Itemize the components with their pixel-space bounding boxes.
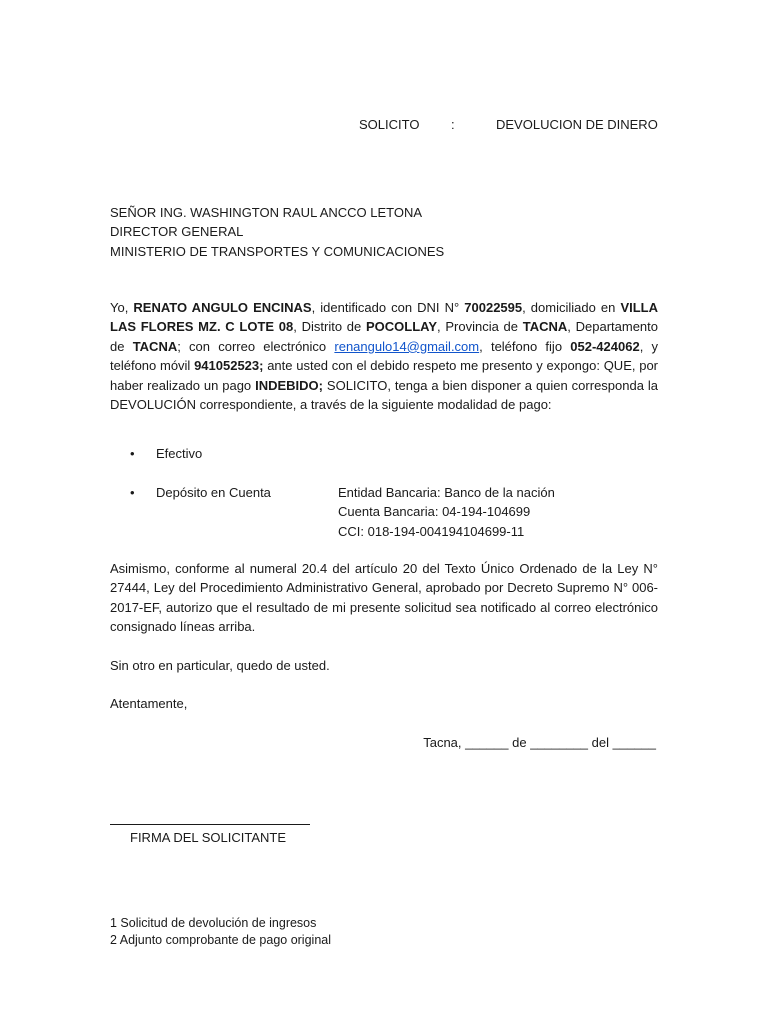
indebido-text: INDEBIDO; [255,377,323,393]
payment-option-label: Efectivo [156,446,203,461]
subject-colon: : [451,117,455,132]
authorization-paragraph: Asimismo, conforme al numeral 20.4 del artículo 20 del Texto Único Ordenado de la Ley N° 27444, Ley del Procedimiento Administrativo General, aprobado por Decreto Supremo N° 006-2017-EF, autorizo que el resultado de mi presente solicitud sea notificado al correo electrónico consignado líneas arriba. [110,561,658,635]
closing-salutation: Atentamente, [110,696,188,711]
note-item: 1 Solicitud de devolución de ingresos [110,916,317,930]
text-segment: , identificado con DNI N° [311,300,465,315]
payment-option-label: Depósito en Cuenta [156,485,271,500]
subject-label: SOLICITO [359,117,420,132]
text-segment: ante usted con el debido respeto me presento y expongo: QUE, por haber realizado un pago [110,358,658,393]
text-segment: , y teléfono móvil [110,338,659,374]
text-segment: , Provincia de [437,319,523,335]
applicant-phone: 052-424062 [570,338,640,354]
petition-paragraph [110,298,658,414]
note-item: 2 Adjunto comprobante de pago original [110,933,331,947]
bank-cci: CCI: 018-194-004194104699-11 [338,523,525,539]
text-segment: ; con correo electrónico [177,338,335,354]
email-link[interactable]: renangulo14@gmail.com [334,338,480,354]
bank-account: Cuenta Bancaria: 04-194-104699 [338,504,531,520]
signature-line [110,824,310,825]
text-segment: Yo, [110,300,134,315]
recipient-name: SEÑOR ING. WASHINGTON RAUL ANCCO LETONA [110,205,423,220]
bank-entity: Entidad Bancaria: Banco de la nación [338,485,555,500]
applicant-department: TACNA [132,338,178,354]
payment-option-cash [130,444,670,464]
applicant-address: VILLA LAS FLORES MZ. C LOTE 08 [110,300,659,335]
attachment-notes [110,915,331,949]
applicant-dni: 70022595 [464,300,523,315]
recipient-institution: MINISTERIO DE TRANSPORTES Y COMUNICACIONES [110,243,445,259]
applicant-name: RENATO ANGULO ENCINAS [133,300,312,315]
text-segment: SOLICITO, tenga a bien disponer a quien corresponda la DEVOLUCIÓN correspondiente, a través de la siguiente modalidad de pago: [110,377,658,413]
bullet-icon: • [130,485,135,500]
closing-sentence: Sin otro en particular, quedo de usted. [110,658,330,673]
recipient-block [110,203,658,261]
text-segment: , domiciliado en [522,300,621,315]
applicant-mobile: 941052523; [194,358,264,374]
text-segment: , Departamento de [110,319,659,354]
text-segment: , teléfono fijo [479,338,571,354]
bank-details [338,483,668,541]
subject-value: DEVOLUCION DE DINERO [496,117,658,132]
date-line: Tacna, ______ de ________ del ______ [423,735,656,750]
text-segment: , Distrito de [293,319,366,335]
subject-line [359,115,659,135]
bullet-icon: • [130,446,135,461]
signature-label: FIRMA DEL SOLICITANTE [130,830,287,845]
applicant-province: TACNA [522,319,568,335]
recipient-title: DIRECTOR GENERAL [110,224,244,240]
applicant-district: POCOLLAY [365,319,438,335]
